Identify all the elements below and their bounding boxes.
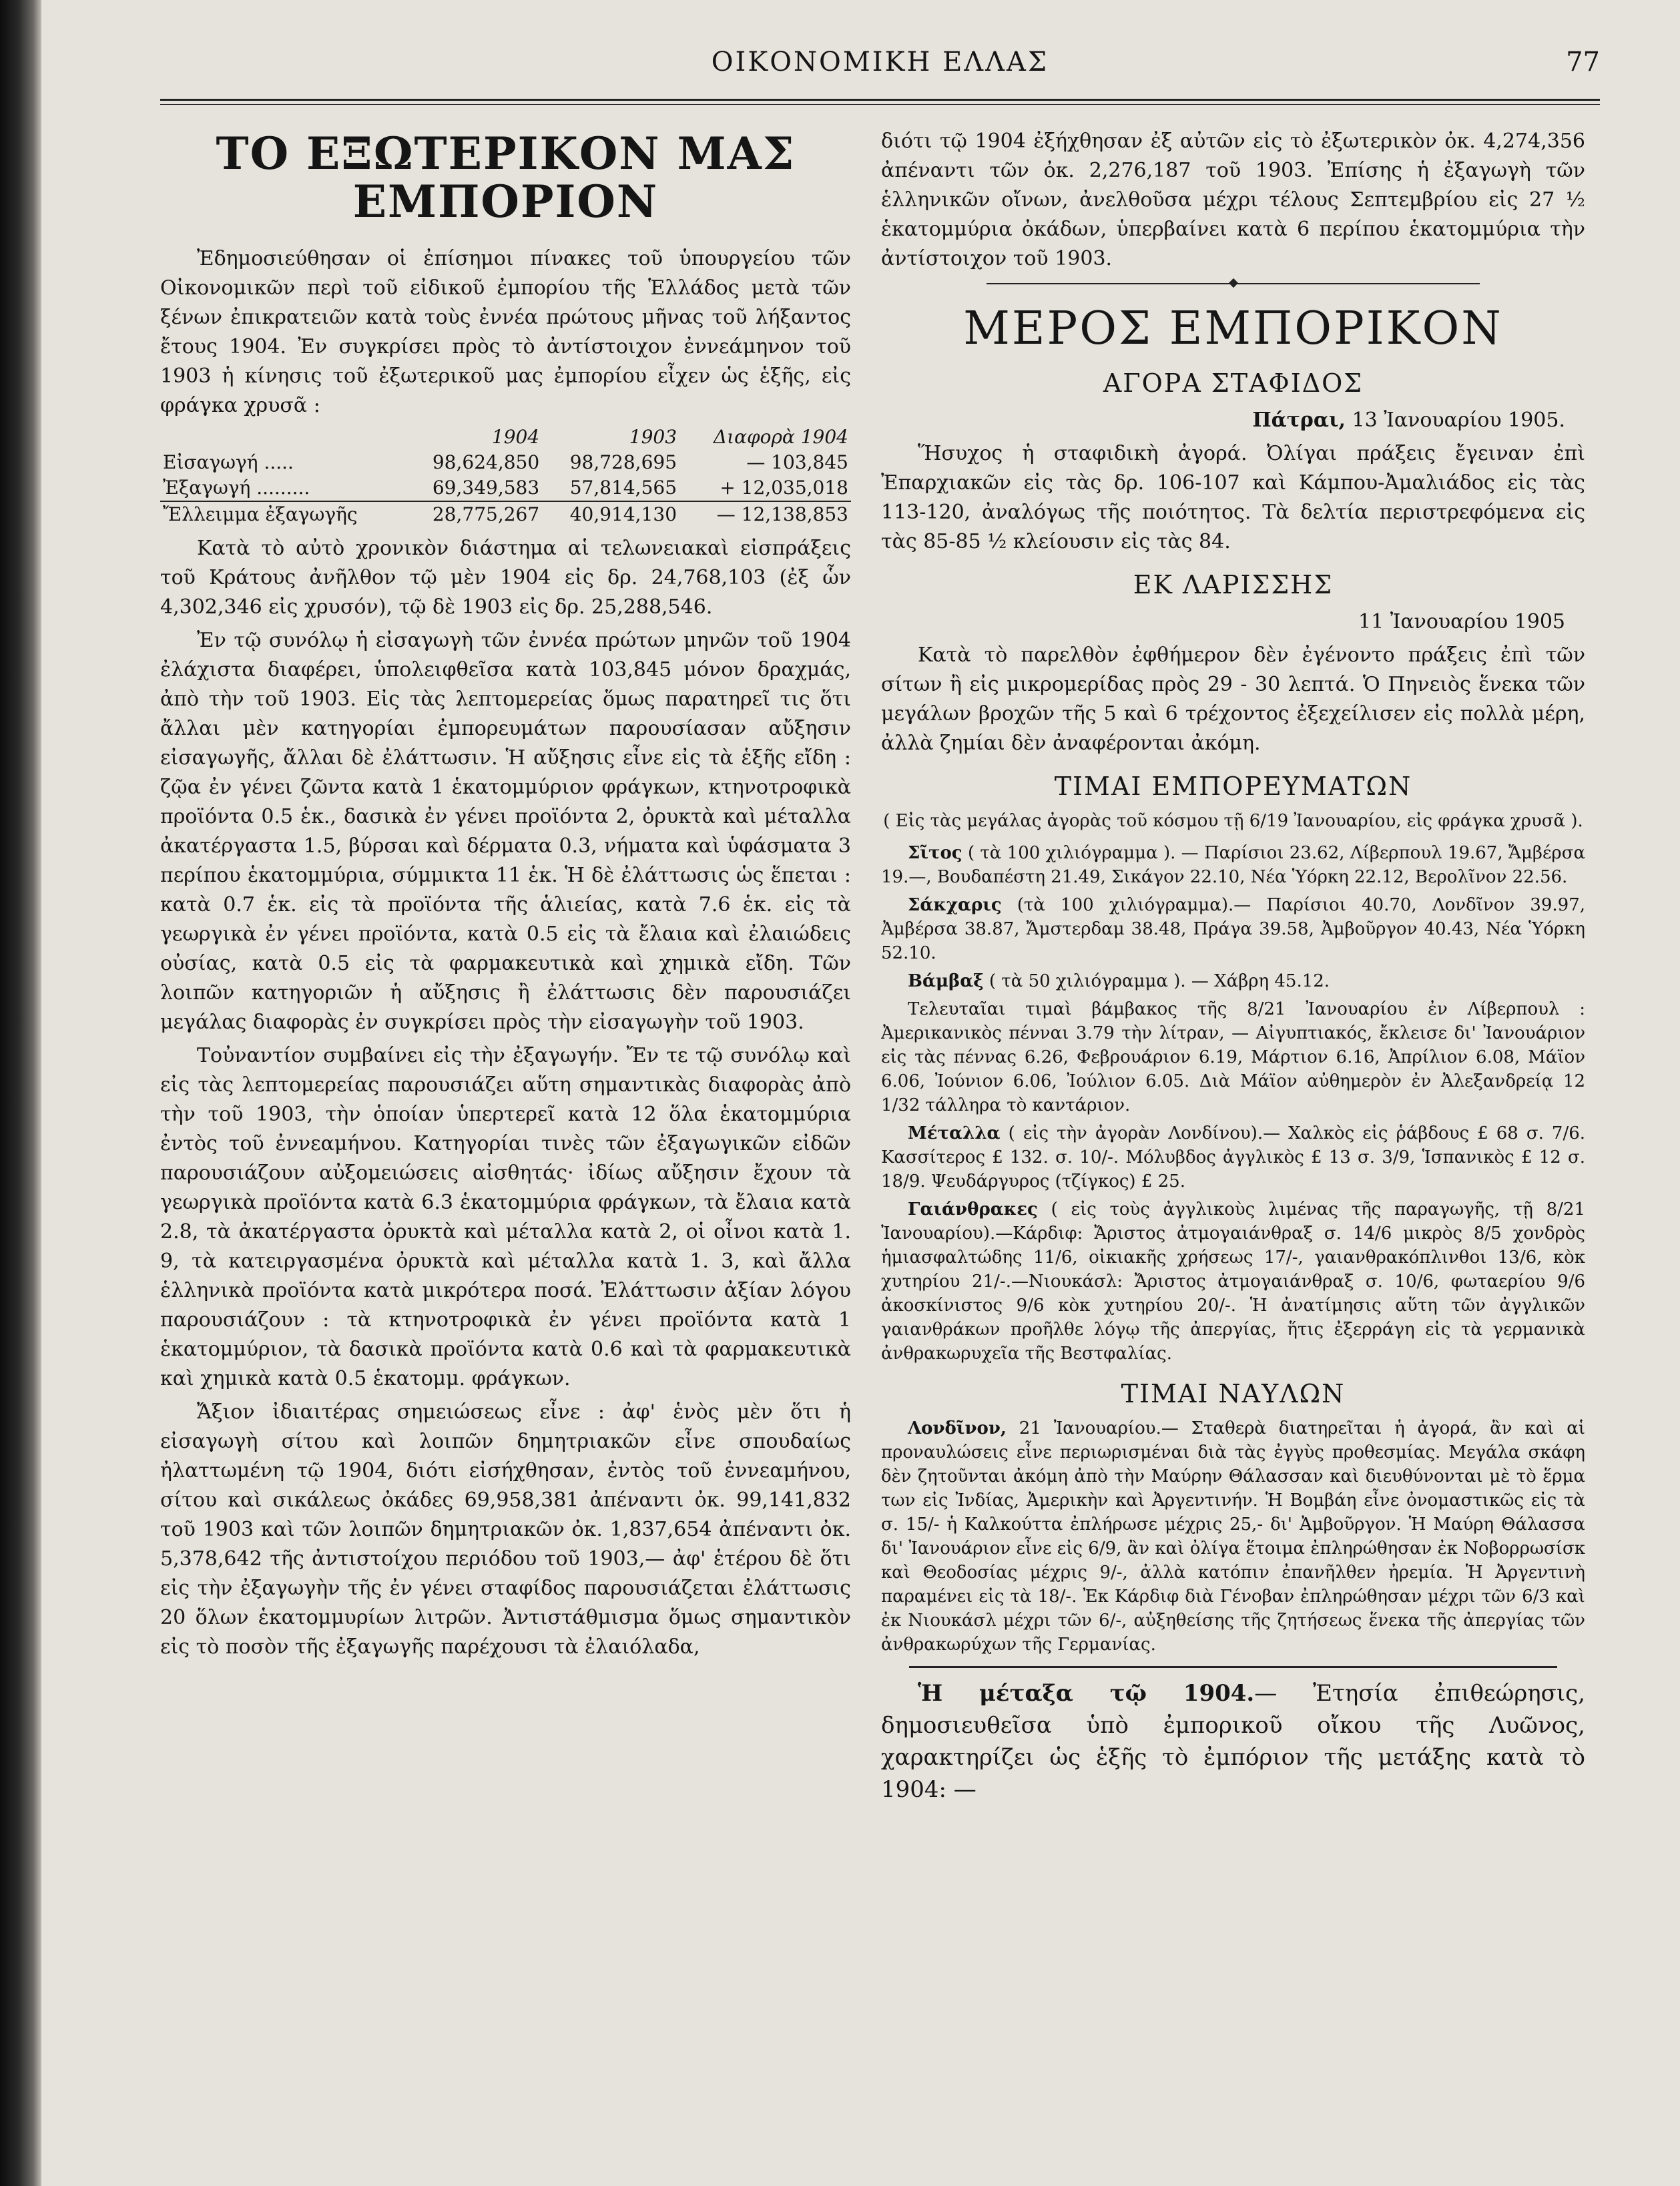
left-column [160,127,851,2163]
cell-diff: — 12,138,853 [679,501,851,527]
price-item [881,841,1585,889]
cell-diff: — 103,845 [746,451,848,473]
freight-block [881,1416,1585,1657]
price-item-text: Τελευταῖαι τιμαὶ βάμβακος τῆς 8/21 Ἰανουαρίου ἐν Λίβερπουλ : Ἀμερικανικὸς πένναι 3.79 τὴν λίτραν, — Αἰγυπτιακός, ἔκλεισε δι' Ἰανουάριον εἰς τὰς πέννας 6.26, Φεβρουάριον 6.19, Μάρτιον 6.16, Ἀπρίλιον 6.08, Μάϊον 6.06, Ἰούνιον 6.06, Ἰούλιον 6.05. Διὰ Μάϊον αὐθημερὸν ἐν Ἀλεξανδρείᾳ 12 1/32 τάλληρα τὸ καντάριον. [881,999,1585,1115]
body-paragraph: Τοὐναντίον συμβαίνει εἰς τὴν ἐξαγωγήν. Ἔν τε τῷ συνόλῳ καὶ εἰς τὰς λεπτομερείας παρουσιάζει αὕτη σημαντικὰς διαφορὰς ἀπὸ τὴν τοῦ 1903, τὴν ὁποίαν ὑπερτερεῖ κατὰ 12 ὅλα ἑκατομμύρια ἐντὸς τοῦ ἐννεαμήνου. Κατηγορίαι τινὲς τῶν ἐξαγωγικῶν εἰδῶν παρουσιάζουν αὐξομειώσεις αἰσθητάς· ἰδίως αὔξησιν ἔχουν τὰ γεωργικὰ προϊόντα κατὰ 6.3 ἑκατομμύρια φράγκων, τὰ ἔλαια κατὰ 2.8, τὰ ἀκατέργαστα ὀρυκτὰ καὶ μέταλλα κατὰ 2, οἱ οἶνοι κατὰ 1. 9, τὰ κατειργασμένα ὀρυκτὰ καὶ μέταλλα κατὰ 1. 3, καὶ ἄλλα ἑλληνικὰ προϊόντα κατὰ μικρότερα ποσά. Ἐλάττωσιν ἀξίαν λόγου παρουσιάζουν : τὰ κτηνοτροφικὰ ἐν γένει προϊόντα κατὰ 1 ἑκατομμύριον, τὰ δασικὰ προϊόντα κατὰ 0.6 καὶ τὰ φαρμακευτικὰ καὶ χημικὰ κατὰ 0.5 ἑκατομμ. φράγκων. [160,1044,851,1390]
cell-1903: 57,814,565 [569,477,677,499]
price-item-text: ( τὰ 50 χιλιόγραμμα ). — Χάβρη 45.12. [989,971,1330,991]
cell-1904: 98,624,850 [432,451,540,473]
header-rule [160,99,1600,101]
cell-1904: 69,349,583 [432,477,540,499]
cell-1903: 40,914,130 [542,501,679,527]
article-title: ΤΟ ΕΞΩΤΕΡΙΚΟΝ ΜΑΣ ΕΜΠΟΡΙΟΝ [216,127,796,228]
price-item-name: Μέταλλα [908,1123,1001,1143]
body-paragraph: Ἄξιον ἰδιαιτέρας σημειώσεως εἶνε : ἀφ' ἑνὸς μὲν ὅτι ἡ εἰσαγωγὴ σίτου καὶ λοιπῶν δημητριακῶν εἶνε σπουδαίως ἠλαττωμένη τῷ 1904, διότι εἰσήχθησαν, ἐντὸς τοῦ ἐννεαμήνου, σίτου καὶ σικάλεως ὀκάδες 69,958,381 ἀπέναντι ὀκ. 99,141,832 τοῦ 1903 καὶ τῶν λοιπῶν δημητριακῶν ὀκ. 1,837,654 ἀπέναντι ὀκ. 5,378,642 τῆς ἀντιστοίχου περιόδου τοῦ 1903,— ἀφ' ἑτέρου δὲ ὅτι εἰς τὴν ἐξαγωγὴν τῆς ἐν γένει σταφίδος παρουσιάζεται ἐλάττωσις 20 ὅλων ἑκατομμυρίων λιτρῶν. Ἀντιστάθμισμα ὅμως σημαντικὸν εἰς τὸ ποσὸν τῆς ἐξαγωγῆς παρέχουσι τὰ ἐλαιόλαδα, [160,1400,851,1659]
closing-paragraph [881,1677,1585,1806]
section-divider [987,283,1480,284]
stafida-text: Ἥσυχος ἡ σταφιδικὴ ἀγορά. Ὀλίγαι πράξεις ἔγειναν ἐπὶ Ἐπαρχιακῶν εἰς τὰς δρ. 106-107 καὶ Κάμπου-Ἀμαλιάδος εἰς τὰς 113-120, ἀναλόγως τῆς ποιότητος. Τὰ δελτία περιστρεφόμενα εἰς τὰς 85-85 ½ κλείουσιν εἰς τὰς 84. [881,442,1585,553]
section-title: ΜΕΡΟΣ ΕΜΠΟΡΙΚΟΝ [963,302,1503,355]
cell-1903: 98,728,695 [569,451,677,473]
intro-paragraph: Ἐδημοσιεύθησαν οἱ ἐπίσημοι πίνακες τοῦ ὑπουργείου τῶν Οἰκονομικῶν περὶ τοῦ εἰδικοῦ ἐμπορίου τῆς Ἑλλάδος μετὰ τῶν ξένων ἐπικρατειῶν κατὰ τοὺς ἐννέα πρώτους μῆνας τοῦ λήξαντος ἔτους 1904. Ἐν συγκρίσει πρὸς τὸ ἀντίστοιχον ἐννεάμηνον τοῦ 1903 ἡ κίνησις τοῦ ἐξωτερικοῦ μας ἐμπορίου εἶχεν ὡς ἑξῆς, εἰς φράγκα χρυσᾶ : [160,247,851,417]
closing-text: — Ἐτησία ἐπιθεώρησις, δημοσιευθεῖσα ὑπὸ ἐμπορικοῦ οἴκου τῆς Λυῶνος, χαρακτηρίζει ὡς ἑξῆς τὸ ἐμπόριον τῆς μετάξης κατὰ τὸ 1904: — [881,1680,1585,1803]
cell-1904: 28,775,267 [404,501,542,527]
running-header [160,47,1600,87]
header-rule-thin [160,104,1600,105]
price-item-name: Σῖτος [908,843,962,863]
continuation-paragraph: διότι τῷ 1904 ἐξήχθησαν ἐξ αὐτῶν εἰς τὸ ἐξωτερικὸν ὀκ. 4,274,356 ἀπέναντι τῶν ὀκ. 2,276,187 τοῦ 1903. Ἐπίσης ἡ ἐξαγωγὴ τῶν ἑλληνικῶν οἴνων, ἀνελθοῦσα μέχρι τέλους Σεπτεμβρίου εἰς 27 ½ ἑκατομμύρια ὀκάδων, ὑπερβαίνει κατὰ 6 περίπου ἑκατομμύρια τὴν ἀντίστοιχον τοῦ 1903. [881,129,1585,270]
price-item-text: ( εἰς τοὺς ἀγγλικοὺς λιμένας τῆς παραγωγῆς, τῇ 8/21 Ἰανουαρίου).—Κάρδιφ: Ἄριστος ἀτμογαιάνθραξ σ. 14/6 μικρὸς 8/5 χονδρὸς ἡμιασφαλτώδης 11/6, οἰκιακῆς χρήσεως 17/-, γαιανθρακόπλινθοι 13/6, κὸκ χυτηρίου 21/-.—Νιουκάσλ: Ἄριστος ἀτμογαιάνθραξ σ. 10/6, φωταερίου 9/6 ἀκοσκίνιστος 9/6 κὸκ χυτηρίου 20/-. Ἡ ἀνατίμησις αὕτη τῶν ἀγγλικῶν γαιανθράκων προῆλθε λόγῳ τῆς ἀπεργίας, ἥτις ἐξερράγη εἰς τὰ γερμανικὰ ἀνθρακωρυχεῖα τῆς Βεστφαλίας. [881,1199,1585,1364]
price-item [881,893,1585,965]
closing-lead: Ἡ μέταξα τῷ 1904. [918,1680,1255,1707]
body-paragraph: Κατὰ τὸ αὐτὸ χρονικὸν διάστημα αἱ τελωνειακαὶ εἰσπράξεις τοῦ Κράτους ἀνῆλθον τῷ μὲν 1904 εἰς δρ. 24,768,103 (ἐξ ὧν 4,302,346 εἰς χρυσόν), τῷ δὲ 1903 εἰς δρ. 25,288,546. [160,537,851,619]
col-diff: Διαφορὰ 1904 [713,426,848,448]
stafida-title: ΑΓΟΡΑ ΣΤΑΦΙΔΟΣ [1103,368,1364,398]
price-item [881,997,1585,1117]
freight-title: ΤΙΜΑΙ ΝΑΥΛΩΝ [1121,1379,1346,1408]
table-row-total [160,501,851,527]
price-item-text: ( εἰς τὴν ἀγορὰν Λονδίνου).— Χαλκὸς εἰς ῥάβδους £ 68 σ. 7/6. Κασσίτερος £ 132. σ. 10/-. Μόλυβδος ἀγγλικὸς £ 13 σ. 3/9, Ἱσπανικὸς £ 12 σ. 18/9. Ψευδάργυρος (τζίγκος) £ 25. [881,1123,1585,1191]
col-1903: 1903 [629,426,677,448]
book-spine-shadow [0,0,41,2186]
divider-ornament [1228,278,1237,288]
prices-title: ΤΙΜΑΙ ΕΜΠΟΡΕΥΜΑΤΩΝ [1054,772,1412,801]
prices-subtitle: ( Εἰς τὰς μεγάλας ἀγορὰς τοῦ κόσμου τῇ 6/19 Ἰανουαρίου, εἰς φράγκα χρυσᾶ ). [883,811,1583,831]
table-row [160,475,851,501]
dateline-date: 13 Ἰανουαρίου 1905. [1352,408,1565,432]
price-item-name: Σάκχαρις [908,895,1002,915]
prices-list [881,841,1585,1366]
cell-diff: + 12,035,018 [720,477,848,499]
trade-table-header [160,425,851,450]
dateline-place: Πάτραι, [1252,408,1346,432]
price-item-name: Βάμβαξ [908,971,984,991]
price-item-text: (τὰ 100 χιλιόγραμμα).— Παρίσιοι 40.70, Λονδῖνον 39.97, Ἀμβέρσα 38.87, Ἄμστερδαμ 38.48, Πράγα 39.58, Ἀμβοῦργον 40.43, Νέα Ὑόρκη 52.10. [881,895,1585,963]
row-label: Ἔλλειμμα ἐξαγωγῆς [160,501,404,527]
table-row [160,450,851,475]
price-item [881,1197,1585,1366]
running-title: ΟΙΚΟΝΟΜΙΚΗ ΕΛΛΑΣ [711,47,1049,77]
col-1904: 1904 [491,426,540,448]
stafida-dateline [881,406,1565,435]
trade-table [160,425,851,527]
price-item [881,969,1585,993]
price-item [881,1121,1585,1193]
closing-divider [909,1666,1557,1668]
row-label: Ἐξαγωγή ......... [163,477,310,499]
body-paragraph: Ἐν τῷ συνόλῳ ἡ εἰσαγωγὴ τῶν ἐννέα πρώτων μηνῶν τοῦ 1904 ἐλάχιστα διαφέρει, ὑπολειφθεῖσα κατὰ 103,845 μόνον δραχμάς, ἀπὸ τὴν τοῦ 1903. Εἰς τὰς λεπτομερείας ὅμως παρατηρεῖ τις ὅτι ἄλλαι μὲν κατηγορίαι ἐμπορευμάτων παρουσίασαν αὔξησιν εἰσαγωγῆς, ἄλλαι δὲ ἐλάττωσιν. Ἡ αὔξησις εἶνε εἰς τὰ ἑξῆς εἴδη : ζῷα ἐν γένει ζῶντα κατὰ 1 ἑκατομμύριον φράγκων, κτηνοτροφικὰ προϊόντα 0.5 ἑκ., δασικὰ ἐν γένει προϊόντα 2, ὀρυκτὰ καὶ μέταλλα ἀκατέργαστα 1.5, βύρσαι καὶ δέρματα 0.3, νήματα καὶ ὑφάσματα 3 περίπου ἑκατομμύρια, σύμμικτα 11 ἑκ. Ἡ δὲ ἐλάττωσις ὡς ἕπεται : κατὰ 0.7 ἑκ. εἰς τὰ προϊόντα τῆς ἁλιείας, κατὰ 7.6 ἑκ. εἰς τὰ γεωργικὰ ἐν γένει προϊόντα, κατὰ 0.5 εἰς τὰ ἔλαια καὶ ἐλαιώδεις οὐσίας, κατὰ 0.5 εἰς τὰ φαρμακευτικὰ καὶ χημικὰ εἴδη. Τῶν λοιπῶν κατηγοριῶν ἡ αὔξησις ἢ ἐλάττωσις δὲν παρουσιάζει μεγάλας διαφορὰς ἐν συγκρίσει πρὸς τὴν εἰσαγωγὴν τοῦ 1903. [160,629,851,1034]
price-item-text: ( τὰ 100 χιλιόγραμμα ). — Παρίσιοι 23.62, Λίβερπουλ 19.67, Ἄμβέρσα 19.—, Βουδαπέστη 21.49, Σικάγον 22.10, Νέα Ὑόρκη 22.12, Βερολῖνον 22.56. [881,843,1585,887]
row-label: Εἰσαγωγή ..... [163,451,294,473]
right-column [881,127,1585,2163]
larissa-title: ΕΚ ΛΑΡΙΣΣΗΣ [1133,570,1334,599]
page-number: 77 [1566,47,1600,77]
freight-place: Λονδῖνον, [908,1418,1007,1438]
freight-body: 21 Ἰανουαρίου.— Σταθερὰ διατηρεῖται ἡ ἀγορά, ἂν καὶ αἱ προναυλώσεις εἶνε περιωρισμέναι διὰ τὰς ἐγγὺς προθεσμίας. Μεγάλα σκάφη δὲν ζητοῦνται ἀκόμη ἀπὸ τὴν Μαύρην Θάλασσαν καὶ διευθύνονται μὲ τὸ ἕρμα των εἰς Ἰνδίας, Ἀμερικὴν καὶ Ἀργεντινήν. Ἡ Βομβάη εἶνε ὀνομαστικῶς εἰς τὰ σ. 15/- ἡ Καλκούττα ἐπλήρωσε μέχρις 25,- δι' Ἀμβοῦργον. Ἡ Μαύρη Θάλασσα δι' Ἰανουάριον εἶνε εἰς 6/9, ἂν καὶ ὀλίγα ἕτοιμα ἐπληρώθησαν ἐκ Νοβορρωσίσκ καὶ Θεοδοσίας μέχρις 9/-, ἀλλὰ κατόπιν ἐπανῆλθεν ἠρεμία. Ἡ Ἀργεντινὴ παραμένει εἰς τὰ 18/-. Ἐκ Κάρδιφ διὰ Γένοβαν ἐπληρώθησαν μέχρι τῶν 6/3 καὶ ἐκ Νιουκάσλ μέχρι τῶν 6/-, αὐξηθείσης τῆς ζητήσεως ἕνεκα τῆς ἀπεργίας τῶν ἀνθρακωρύχων τῆς Γερμανίας. [881,1418,1585,1655]
freight-text [881,1416,1585,1657]
larissa-text: Κατὰ τὸ παρελθὸν ἐφθήμερον δὲν ἐγένοντο πράξεις ἐπὶ τῶν σίτων ἢ εἰς μικρομερίδας πρὸς 29 - 30 λεπτά. Ὁ Πηνειὸς ἕνεκα τῶν μεγάλων βροχῶν τῆς 5 καὶ 6 τρέχοντος ἐξεχείλισεν εἰς πολλὰ μέρη, ἀλλὰ ζημίαι δὲν ἀναφέρονται ἀκόμη. [881,643,1585,755]
price-item-name: Γαιάνθρακες [908,1199,1038,1219]
larissa-dateline: 11 Ἰανουαρίου 1905 [1358,610,1565,633]
